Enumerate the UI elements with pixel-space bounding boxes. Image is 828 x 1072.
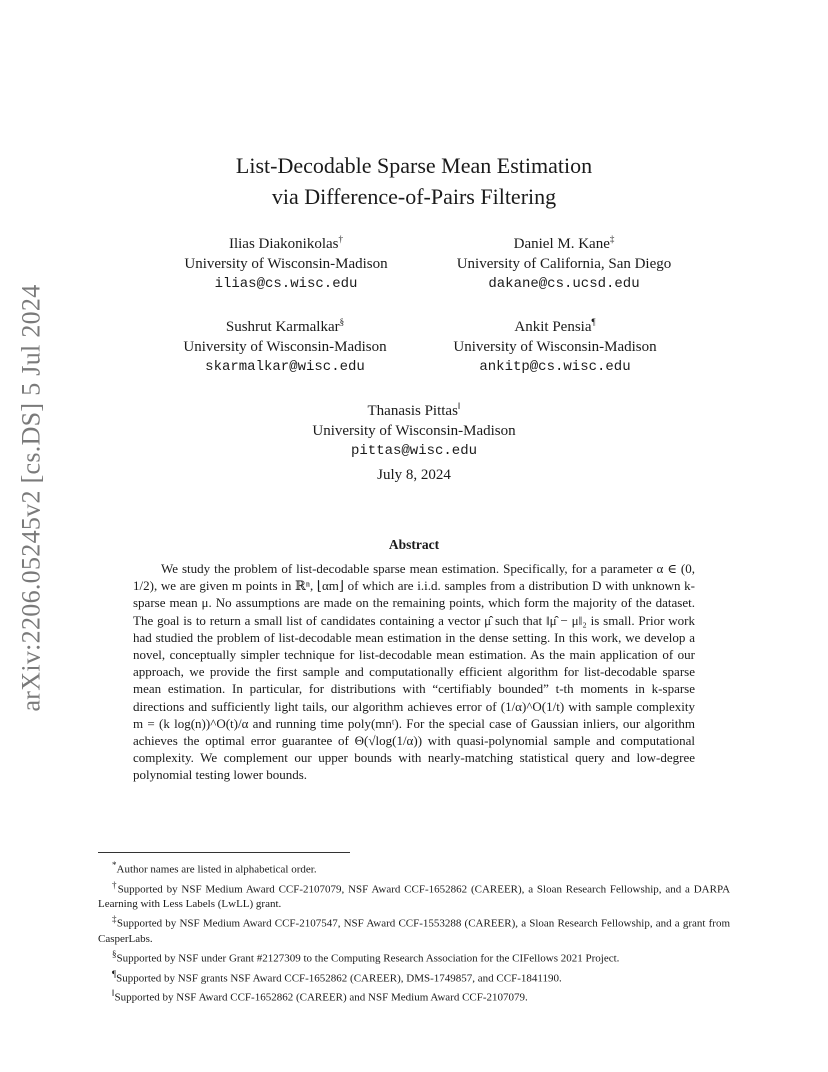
footnote-mark: † (112, 879, 118, 890)
author-block-3 (140, 312, 430, 377)
author-affiliation: University of Wisconsin-Madison (184, 256, 388, 272)
author-block-5 (274, 396, 554, 461)
author-affiliation: University of Wisconsin-Madison (453, 339, 657, 355)
author-name: Thanasis Pittas (367, 403, 458, 419)
author-name: Ilias Diakonikolas (228, 236, 339, 252)
author-block-1 (146, 229, 426, 294)
author-email[interactable]: pittas@wisc.edu (350, 443, 478, 459)
footnote-mark: § (112, 948, 117, 959)
abstract-heading: Abstract (388, 537, 440, 552)
author-affiliation: University of California, San Diego (456, 256, 672, 272)
footnote-text: Supported by NSF Medium Award CCF-2107547, NSF Award CCF-1553288 (CAREER), a Sloan Research Fellowship, and a grant from CasperLabs. (98, 917, 730, 945)
author-block-4 (410, 312, 700, 377)
publication-date: July 8, 2024 (377, 467, 451, 483)
footnote-item (98, 912, 730, 947)
abstract-body: We study the problem of list-decodable sparse mean estimation. Specifically, for a parameter α ∈ (0, 1/2), we are given m points in ℝⁿ, ⌊αm⌋ of which are i.i.d. samples from a distribution D with unknown k-sparse mean μ. No assumptions are made on the remaining points, which form the majority of the dataset. The goal is to return a small list of candidates containing a vector μ̂ such that ‖μ̂ − μ‖₂ is small. Prior work had studied the problem of list-decodable mean estimation in the dense setting. In this work, we develop a novel, conceptually simpler technique for list-decodable mean estimation. As the main application of our approach, we provide the first sample and computationally efficient algorithm for list-decodable sparse mean estimation. In particular, for distributions with “certifiably bounded” t-th moments in k-sparse directions and sufficiently light tails, our algorithm achieves error of (1/α)^O(1/t) with sample complexity m = (k log(n))^O(t)/α and running time poly(mnᵗ). For the special case of Gaussian inliers, our algorithm achieves the optimal error guarantee of Θ(√log(1/α)) with quasi-polynomial sample and computational complexity. We complement our upper bounds with nearly-matching statistical query and low-degree polynomial testing lower bounds. (133, 561, 695, 783)
author-footnote-mark: § (339, 317, 345, 327)
title-line-2: via Difference-of-Pairs Filtering (271, 184, 557, 209)
footnote-text: Supported by NSF Medium Award CCF-2107079, NSF Award CCF-1652862 (CAREER), a Sloan Research Fellowship, and a DARPA Learning with Less Labels (LwLL) grant. (98, 883, 731, 911)
author-block-2 (405, 229, 723, 294)
arxiv-identifier-text: arXiv:2206.05245v2 [cs.DS] 5 Jul 2024 (17, 284, 47, 712)
footnote-text: Author names are listed in alphabetical order. (116, 863, 317, 876)
footnotes (98, 858, 730, 1006)
author-email[interactable]: ilias@cs.wisc.edu (214, 276, 358, 292)
footnote-text: Supported by NSF under Grant #2127309 to the Computing Research Association for the CIFellows 2021 Project. (116, 952, 620, 965)
footnote-text: Supported by NSF grants NSF Award CCF-1652862 (CAREER), DMS-1749857, and CCF-1841190. (116, 972, 562, 985)
footnote-text: Supported by NSF Award CCF-1652862 (CAREER) and NSF Medium Award CCF-2107079. (114, 991, 528, 1004)
author-email[interactable]: ankitp@cs.wisc.edu (479, 359, 631, 375)
footnote-item (98, 947, 730, 967)
author-affiliation: University of Wisconsin-Madison (183, 339, 387, 355)
footnote-item (98, 967, 730, 987)
author-name: Daniel M. Kane (513, 236, 610, 252)
paper-title (0, 150, 828, 212)
author-name: Sushrut Karmalkar (225, 319, 340, 335)
author-footnote-mark: † (338, 234, 344, 244)
author-footnote-mark: ‖ (457, 401, 461, 411)
footnote-item (98, 986, 730, 1006)
footnote-separator (98, 852, 350, 853)
footnote-mark: ‡ (112, 914, 117, 925)
arxiv-identifier-stamp (10, 284, 54, 712)
author-footnote-mark: ‡ (609, 234, 615, 244)
author-name: Ankit Pensia (514, 319, 592, 335)
title-line-1: List-Decodable Sparse Mean Estimation (235, 153, 593, 178)
author-email[interactable]: skarmalkar@wisc.edu (205, 359, 365, 375)
footnote-mark: ‖ (112, 988, 115, 999)
footnote-item (98, 858, 730, 878)
author-footnote-mark: ¶ (591, 317, 596, 327)
author-affiliation: University of Wisconsin-Madison (312, 423, 516, 439)
footnote-item (98, 878, 730, 913)
footnote-mark: * (112, 860, 117, 870)
author-email[interactable]: dakane@cs.ucsd.edu (488, 276, 640, 292)
footnote-mark: ¶ (112, 968, 117, 979)
